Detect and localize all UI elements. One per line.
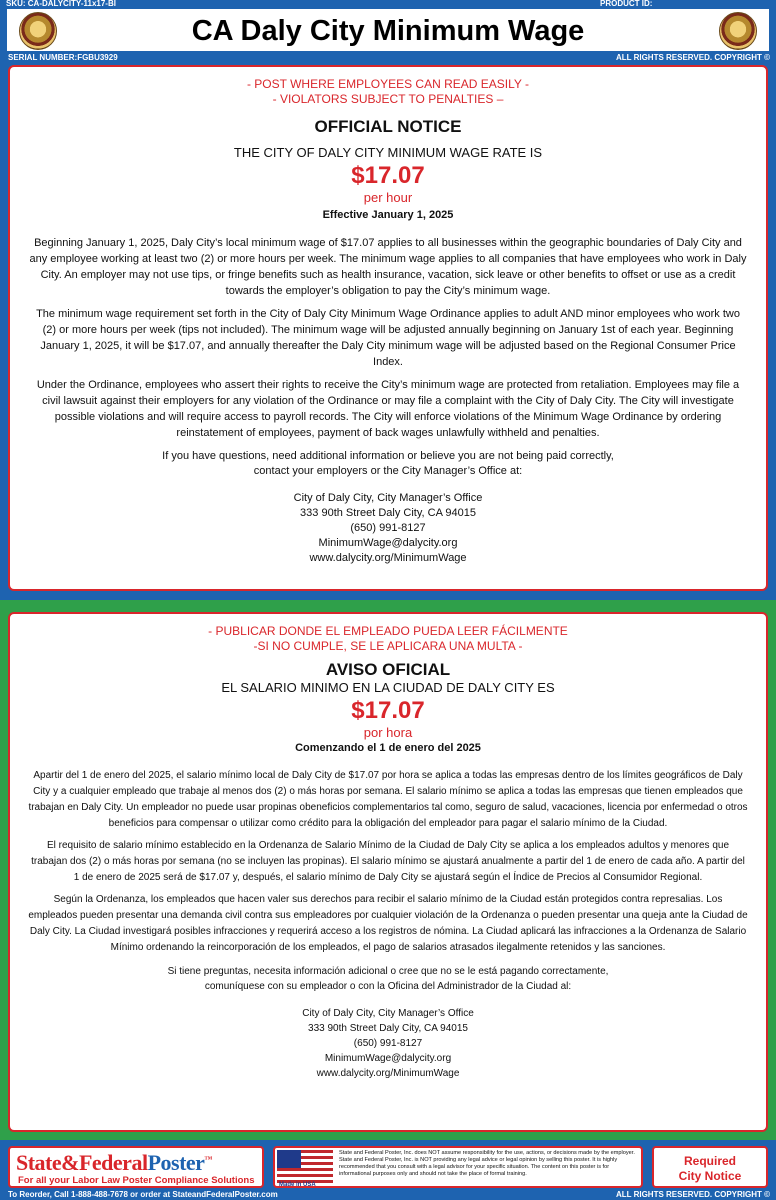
brand-logo — [16, 1150, 212, 1176]
paragraph: Apartir del 1 de enero del 2025, el salario mínimo local de Daly City de $17.07 por hora se aplica a todas las empresas dentro de los límites geográficos de Daly City y a cualquier empleado que trabaje al menos dos (2) o más horas por semana. El salario mínimo se aplica a todas las empresas que tienen empleados que trabajan en Daly City. Un empleador no puede usar propinas obeneficios complementarios tal como, seguro de salud, vacaciones, licencia por enfermedad o otros beneficios para compensar o utilizar como crédito para la obligación del empleador para pagar el salario mínimo de la Ciudad. — [28, 770, 748, 829]
rate-label: EL SALARIO MINIMO EN LA CIUDAD DE DALY CITY ES — [221, 680, 555, 695]
contact-email: MinimumWage@dalycity.org — [318, 537, 458, 549]
serial-bar — [0, 52, 776, 63]
questions-text: Si tiene preguntas, necesita información adicional o cree que no se le está pagando correctamente, — [167, 966, 609, 977]
copyright: ALL RIGHTS RESERVED. COPYRIGHT © — [615, 53, 770, 62]
spanish-notice-panel — [8, 612, 768, 1132]
serial-number: SERIAL NUMBER:FGBU3929 — [8, 53, 118, 62]
required-label: Required — [683, 1154, 736, 1168]
city-notice-label: City Notice — [678, 1169, 742, 1183]
top-bar — [0, 0, 776, 8]
sku-label: SKU: CA-DALYCITY-11x17-BI — [6, 0, 116, 8]
footer — [0, 1140, 776, 1200]
paragraph: The minimum wage requirement set forth in the City of Daly City Minimum Wage Ordinance applies to adult AND minor employees who work two (2) or more hours per week (tips not included). The minimum wage will be adjusted annually beginning on January 1st of each year. Beginning January 1, 2025, it will be $17.07, and annually thereafter the Daly City minimum wage will be adjusted based on the Regional Consumer Price Index. — [36, 308, 740, 368]
questions-text: comuníquese con su empleador o con la Oficina del Administrador de la Ciudad al: — [204, 981, 572, 992]
brand-tagline: For all your Labor Law Poster Compliance Solutions — [18, 1175, 255, 1186]
post-instruction: - POST WHERE EMPLOYEES CAN READ EASILY - — [246, 77, 530, 91]
city-seal-icon — [19, 12, 57, 50]
per-hour: por hora — [363, 725, 413, 740]
product-id-label: PRODUCT ID: — [600, 0, 653, 8]
penalty-warning: -SI NO CUMPLE, SE LE APLICARA UNA MULTA - — [253, 639, 523, 653]
brand-logo-box — [8, 1146, 264, 1188]
paragraph: Under the Ordinance, employees who assert their rights to receive the City’s minimum wage are protected from retaliation. Employees may file a civil lawsuit against their employers for any violation of the Ordinance or may file a complaint with the City of Daly City. The City will investigate possible violations and will require access to payroll records. The City will enforce violations of the Minimum Wage Ordinance by ordering reinstatement of employees, payment of back wages unlawfully withheld and penalties. — [36, 379, 740, 439]
penalty-warning: - VIOLATORS SUBJECT TO PENALTIES – — [272, 92, 504, 106]
brand-logo-part: State&Federal — [16, 1150, 148, 1175]
paragraph: El requisito de salario mínimo establecido en la Ordenanza de Salario Mínimo de la Ciudad de Daly City se aplica a los empleados adultos y menores que trabajan dos (2) o más horas por semana (no se incluyen las propinas). El salario mínimo se ajustará anualmente a partir del 1 de enero de cada año. A partir del 1 de enero de 2025 será de $17.07 y, después, el salario mínimo de Daly City se ajustará según el Índice de Precios al Consumidor Regional. — [31, 840, 745, 883]
contact-website: www.dalycity.org/MinimumWage — [316, 1068, 460, 1079]
english-notice-panel — [8, 65, 768, 591]
contact-phone: (650) 991-8127 — [350, 522, 426, 534]
wage-amount: $17.07 — [351, 697, 425, 724]
paragraph: Beginning January 1, 2025, Daly City’s local minimum wage of $17.07 applies to all businesses within the geographic boundaries of Daly City and any employee working at least two (2) or more hours per week. The minimum wage applies to all companies that have employees who work in Daly City. An employer may not use tips, or fringe benefits such as health insurance, vacation, sick leave or other benefits to offset or use as a credit towards the employer’s obligation to pay the City’s minimum wage. — [29, 237, 747, 297]
spanish-section — [0, 600, 776, 1140]
wage-amount: $17.07 — [351, 162, 425, 189]
reorder-info: To Reorder, Call 1-888-488-7678 or order at StateandFederalPoster.com — [8, 1190, 278, 1199]
questions-text: contact your employers or the City Manager’s Office at: — [253, 465, 523, 477]
rate-label: THE CITY OF DALY CITY MINIMUM WAGE RATE IS — [233, 145, 543, 160]
contact-phone: (650) 991-8127 — [353, 1038, 423, 1049]
effective-date: Effective January 1, 2025 — [322, 209, 454, 221]
paragraph: Según la Ordenanza, los empleados que hacen valer sus derechos para recibir el salario mínimo de la Ciudad están protegidos contra represalias. Los empleados pueden presentar una demanda civil contra sus empleadores por cualquier violación de la Ordenanza o pueden presentar una queja ante la Ciudad de Daly City. La Ciudad investigará posibles infracciones y requerirá acceso a los registros de nómina. La Ciudad aplicará las infracciones a la Ordenanza de Salario Mínimo ordenando la reincorporación de los empleados, el pago de salarios atrasados ilegalmente retenidos y las sanciones. — [28, 894, 748, 953]
made-in-usa: Made in USA — [279, 1182, 316, 1188]
notice-title: OFFICIAL NOTICE — [314, 117, 462, 136]
header-inner — [6, 8, 770, 52]
effective-date: Comenzando el 1 de enero del 2025 — [295, 742, 481, 754]
per-hour: per hour — [363, 190, 413, 205]
questions-text: If you have questions, need additional information or believe you are not being paid correctly, — [162, 450, 614, 462]
trademark: ™ — [204, 1154, 212, 1164]
contact-website: www.dalycity.org/MinimumWage — [309, 552, 467, 564]
english-section — [0, 63, 776, 600]
contact-address: 333 90th Street Daly City, CA 94015 — [308, 1023, 468, 1034]
city-seal-icon — [719, 12, 757, 50]
disclaimer-text: State and Federal Poster, Inc. does NOT assume responsibility for the use, actions, or decisions made by the employer. State and Federal Poster, Inc. is NOT providing any legal advice or legal opinion by selling this poster. It is highly recommended that you consult with a legal advisor for your specific situation. The content on this poster is for informational purposes only and should not take the place of formal training. — [339, 1150, 635, 1177]
post-instruction: - PUBLICAR DONDE EL EMPLEADO PUEDA LEER FÁCILMENTE — [208, 624, 568, 638]
contact-email: MinimumWage@dalycity.org — [324, 1053, 452, 1064]
copyright: ALL RIGHTS RESERVED. COPYRIGHT © — [615, 1190, 770, 1199]
header — [0, 8, 776, 52]
notice-title: AVISO OFICIAL — [325, 660, 451, 679]
us-flag-icon — [277, 1150, 333, 1184]
contact-office: City of Daly City, City Manager’s Office — [293, 492, 483, 504]
page-title: CA Daly City Minimum Wage — [191, 15, 585, 47]
brand-logo-part: Poster — [147, 1150, 205, 1175]
disclaimer-box — [273, 1146, 643, 1188]
contact-office: City of Daly City, City Manager’s Office — [302, 1008, 474, 1019]
required-notice-box — [652, 1146, 768, 1188]
contact-address: 333 90th Street Daly City, CA 94015 — [300, 507, 476, 519]
required-notice — [654, 1154, 766, 1184]
